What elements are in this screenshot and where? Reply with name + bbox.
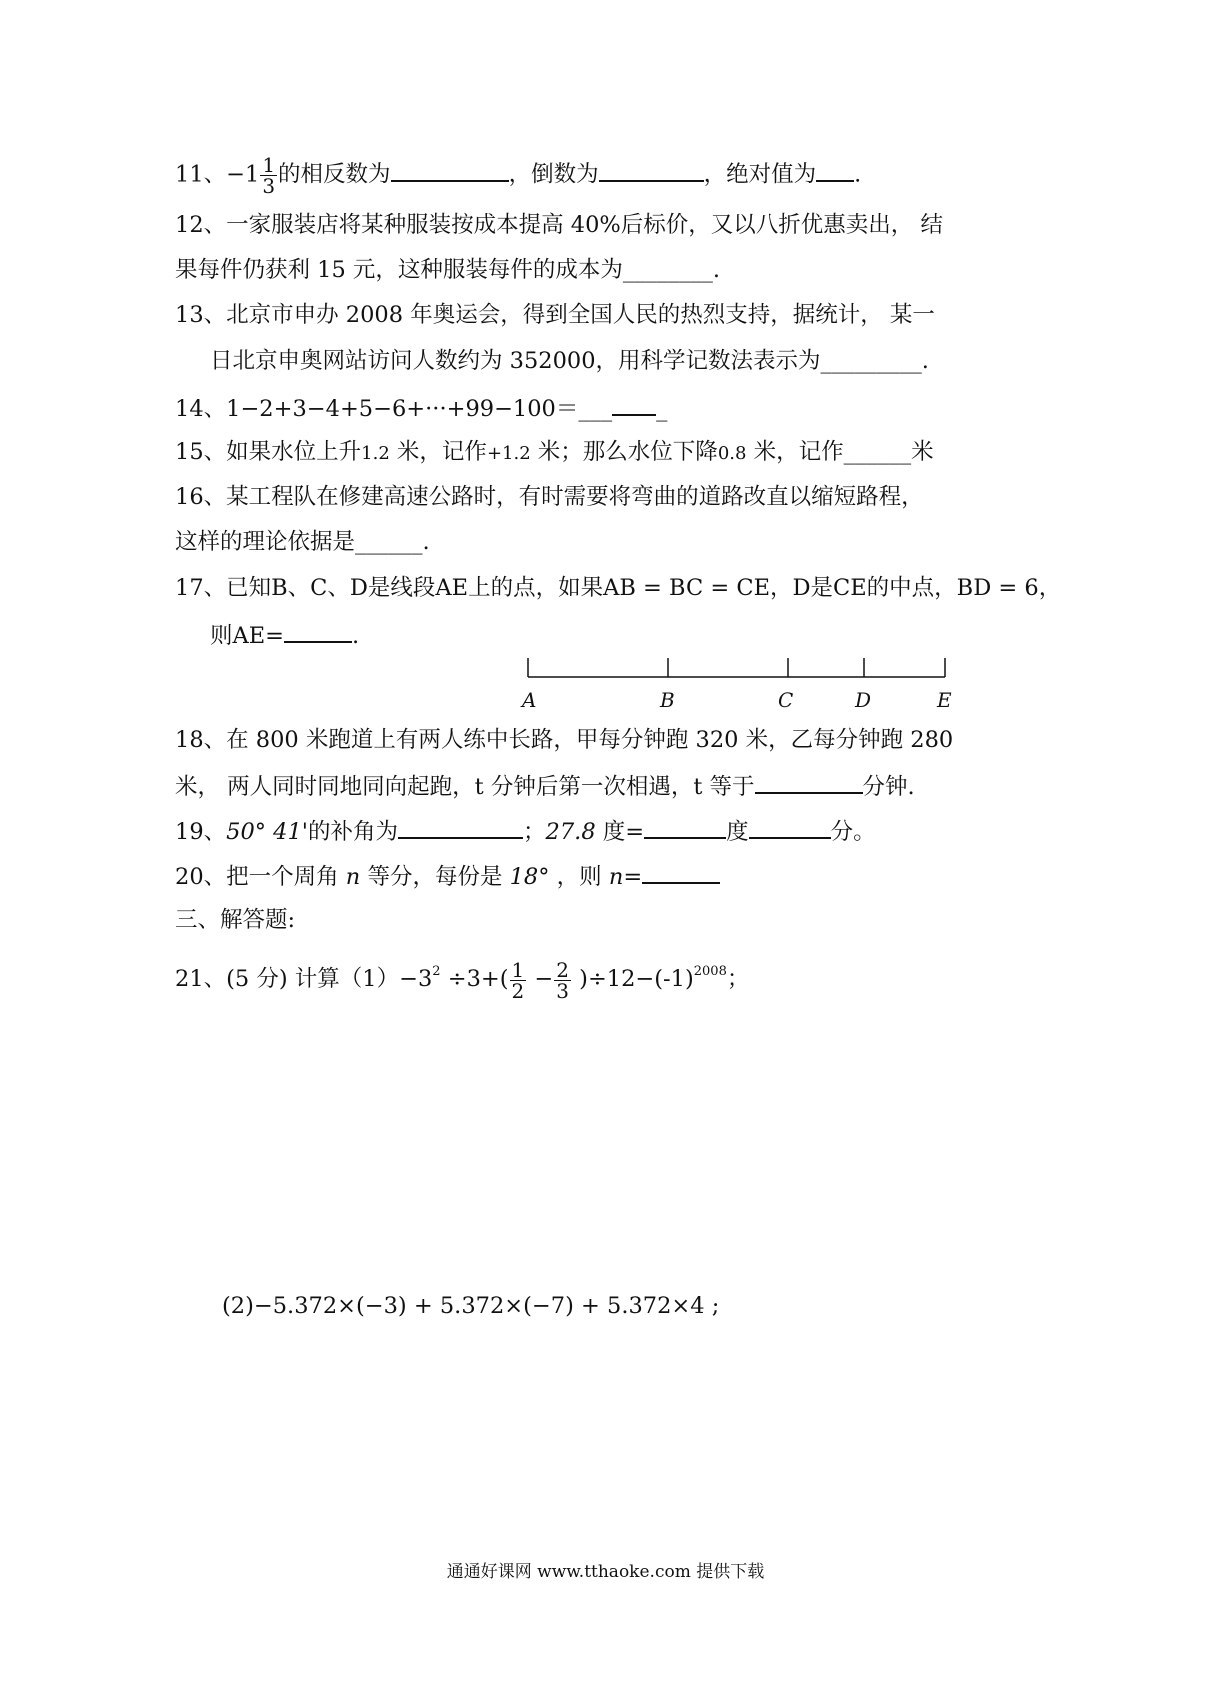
question-16-line-1: 16、某工程队在修建高速公路时，有时需要将弯曲的道路改直以缩短路程，	[175, 484, 924, 510]
punctuation: .	[854, 161, 862, 188]
answer-blank[interactable]	[755, 770, 863, 794]
question-17-line-1: 17、已知B、C、D是线段AE上的点，如果AB = BC = CE，D是CE的中点，BD = 6，	[175, 575, 1062, 601]
value: +1.2	[486, 443, 531, 464]
question-18-line-1: 18、在 800 米跑道上有两人练中长路，甲每分钟跑 320 米，乙每分钟跑 280	[175, 727, 954, 753]
answer-blank[interactable]	[398, 815, 523, 839]
fraction-denominator: 3	[262, 174, 276, 198]
question-text: 等分，每份是	[360, 864, 510, 890]
label-a: A	[522, 688, 537, 712]
question-21	[175, 957, 749, 1001]
question-text: 的补角为	[308, 819, 399, 845]
question-18-line-2	[175, 770, 915, 802]
page-footer: 通通好课网 www.tthaoke.com 提供下载	[446, 1562, 765, 1582]
question-text: ÷3+(	[440, 966, 509, 992]
answer-blank[interactable]	[391, 158, 509, 182]
question-text: 21、(5 分) 计算（1）−3	[175, 966, 433, 992]
question-text: )÷12−(-1)	[572, 966, 694, 992]
answer-underscore: ___	[578, 396, 613, 422]
question-20	[175, 860, 720, 892]
answer-blank[interactable]	[749, 815, 831, 839]
label-c: C	[778, 688, 794, 712]
punctuation: ；	[523, 819, 546, 845]
answer-blank[interactable]	[642, 860, 720, 884]
label-d: D	[855, 688, 872, 712]
punctuation: .	[352, 623, 360, 649]
question-text: 分。	[830, 819, 876, 845]
question-16-line-2: 这样的理论依据是______.	[175, 529, 430, 555]
question-13-line-1: 13、北京市申办 2008 年奥运会，得到全国人民的热烈支持，据统计， 某一	[175, 302, 935, 328]
fraction-two-thirds	[554, 957, 571, 1003]
fraction-denominator: 2	[511, 978, 525, 1003]
question-14	[175, 392, 667, 424]
mixed-number-whole: −1	[226, 161, 260, 188]
exponent: 2	[432, 964, 441, 979]
fraction-one-third	[260, 155, 277, 196]
question-text: ，倒数为	[508, 161, 599, 188]
fraction-one-half	[510, 957, 527, 1003]
question-text: 分钟.	[862, 774, 915, 800]
question-12-line-2: 果每件仍获利 15 元，这种服装每件的成本为________.	[175, 257, 721, 283]
variable-n: n	[608, 864, 624, 890]
question-11	[175, 155, 861, 196]
exponent: 2008	[693, 964, 727, 979]
section-heading: 三、解答题:	[175, 907, 296, 933]
fraction-denominator: 3	[556, 978, 570, 1003]
question-number: 19、	[175, 819, 227, 845]
question-text: ，绝对值为	[703, 161, 817, 188]
question-text: 20、把一个周角	[175, 864, 346, 890]
question-text: 米，记作______米	[746, 439, 934, 465]
question-text: ，则	[549, 864, 609, 890]
value: 1.2	[361, 443, 390, 464]
question-text: 米， 两人同时同地同向起跑，t 分钟后第一次相遇，t 等于	[175, 774, 755, 800]
segment-diagram	[510, 650, 970, 715]
angle-value: 18°	[509, 864, 550, 890]
answer-blank[interactable]	[612, 392, 656, 416]
question-text: 则AE=	[210, 623, 285, 649]
answer-blank[interactable]	[644, 815, 726, 839]
question-text: 度=	[595, 819, 645, 845]
answer-blank[interactable]	[816, 158, 854, 182]
question-17-line-2	[210, 619, 359, 651]
punctuation: _	[656, 396, 668, 422]
question-text: =	[623, 864, 643, 890]
variable-n: n	[345, 864, 361, 890]
value: 0.8	[717, 443, 747, 464]
answer-blank[interactable]	[284, 619, 352, 643]
fraction-numerator: 1	[262, 153, 276, 177]
fraction-numerator: 2	[556, 957, 570, 982]
label-e: E	[937, 688, 952, 712]
question-13-line-2: 日北京申奥网站访问人数约为 352000，用科学记数法表示为_________.	[210, 348, 929, 374]
answer-blank[interactable]	[599, 158, 704, 182]
question-19	[175, 815, 876, 847]
degree-value: 27.8	[545, 819, 596, 845]
question-text: 的相反数为	[278, 161, 391, 188]
label-b: B	[660, 688, 675, 712]
question-21-part-2: (2)−5.372×(−3) + 5.372×(−7) + 5.372×4 ;	[222, 1293, 720, 1319]
angle-value: 50° 41'	[226, 819, 308, 845]
operator: −	[527, 966, 554, 992]
question-text: 米，记作	[389, 439, 487, 465]
question-number: 11、	[175, 161, 227, 188]
question-text: 米；那么水位下降	[530, 439, 718, 465]
question-text: 15、如果水位上升	[175, 439, 362, 465]
punctuation: ；	[726, 966, 750, 992]
question-12-line-1: 12、一家服装店将某种服装按成本提高 40%后标价，又以八折优惠卖出， 结	[175, 212, 943, 238]
question-text: 度	[726, 819, 749, 845]
question-text: 14、1−2+3−4+5−6+···+99−100＝	[175, 396, 579, 422]
question-15	[175, 437, 934, 469]
fraction-numerator: 1	[511, 957, 525, 982]
